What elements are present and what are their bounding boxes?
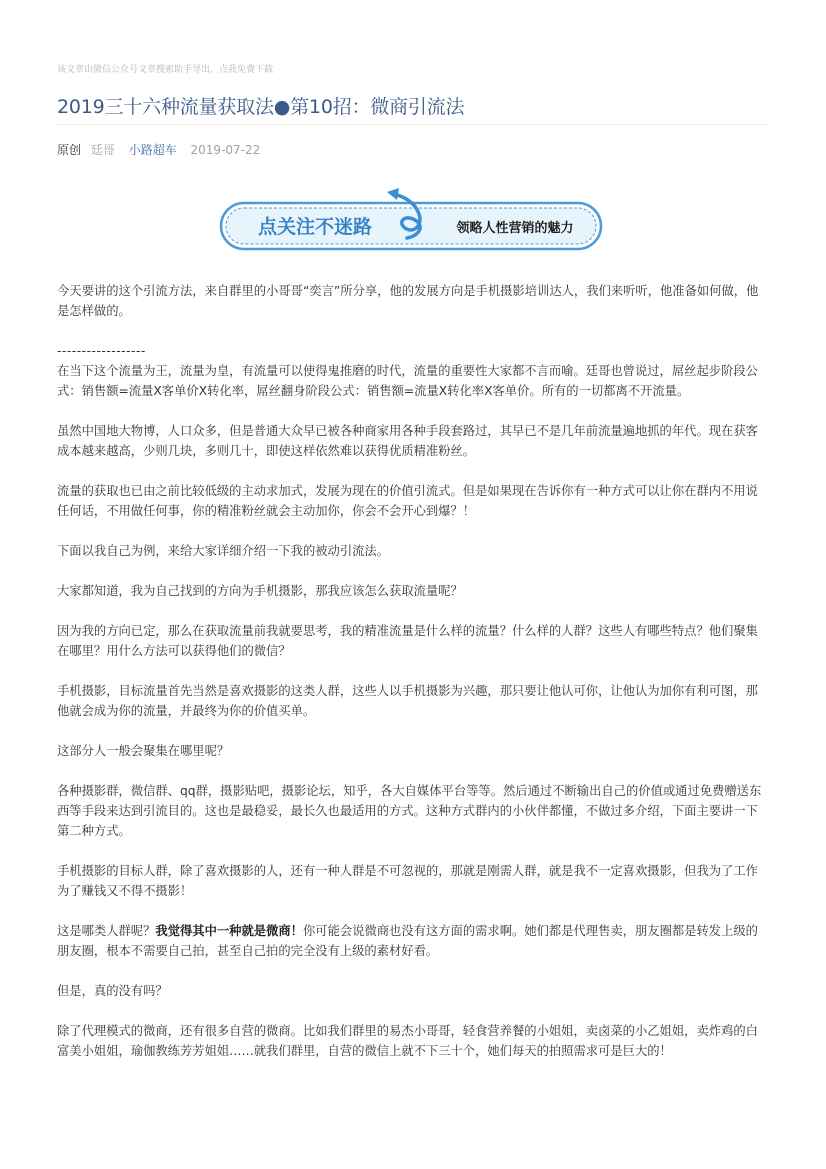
paragraph: 流量的获取也已由之前比较低级的主动求加式，发展为现在的价值引流式。但是如果现在告诉你有一种方式可以让你在群内不用说任何话，不用做任何事，你的精准粉丝就会主动加你，你会不会开心到爆？！ [57, 484, 758, 518]
publish-date: 2019-07-22 [190, 143, 261, 157]
export-note-link[interactable]: 该文章由微信公众号文章搜索助手导出，点我免费下载 [57, 65, 274, 75]
paragraph: 手机摄影，目标流量首先当然是喜欢摄影的这类人群，这些人以手机摄影为兴趣，那只要让他认可你，让他认为加你有利可图，那他就会成为你的流量，并最终为你的价值买单。 [57, 684, 758, 718]
account-link[interactable]: 小路超车 [128, 143, 177, 157]
paragraph: 今天要讲的这个引流方法，来自群里的小哥哥“奕言”所分享，他的发展方向是手机摄影培训达人，我们来听听，他准备如何做，他是怎样做的。 [57, 284, 759, 318]
paragraph: 在当下这个流量为王，流量为皇，有流量可以使得鬼推磨的时代，流量的重要性大家都不言而喻。廷哥也曾说过，屌丝起步阶段公式：销售额=流量X客单价X转化率，屌丝翻身阶段公式：销售额=流量X转化率X客单价。所有的一切都离不开流量。 [57, 364, 758, 398]
original-label: 原创 [57, 143, 82, 157]
paragraph: 但是，真的没有吗？ [57, 984, 168, 998]
paragraph: 各种摄影群，微信群、qq群，摄影贴吧，摄影论坛，知乎，各大自媒体平台等等。然后通过不断输出自己的价值或通过免费赠送东西等手段来达到引流目的。这也是最稳妥，最长久也最适用的方式。这种方式群内的小伙伴都懂，不做过多介绍，下面主要讲一下第二种方式。 [57, 784, 762, 838]
paragraph: 下面以我自己为例，来给大家详细介绍一下我的被动引流法。 [57, 544, 390, 558]
author-name: 廷哥 [90, 143, 115, 157]
paragraph-text: 你可能会说微商也没有这方面的需求啊。她们都是代理售卖，朋友圈都是转发上级的朋友圈，根本不需要自己拍，甚至自己拍的完全没有上级的素材好看。 [57, 924, 758, 958]
banner-right-text: 领略人性营销的魅力 [456, 221, 574, 236]
follow-banner-graphic [219, 186, 603, 252]
article-body [57, 281, 769, 1081]
paragraph: 手机摄影的目标人群，除了喜欢摄影的人，还有一种人群是不可忽视的，那就是刚需人群，就是我不一定喜欢摄影，但我为了工作为了赚钱又不得不摄影！ [57, 864, 758, 898]
paragraph: 这部分人一般会聚集在哪里呢？ [57, 744, 230, 758]
title-divider [57, 124, 769, 125]
paragraph: 因为我的方向已定，那么在获取流量前我就要思考，我的精准流量是什么样的流量？什么样的人群？这些人有哪些特点？他们聚集在哪里？用什么方法可以获得他们的微信？ [57, 624, 758, 658]
article-title: 2019三十六种流量获取法●第10招：微商引流法 [57, 96, 465, 118]
follow-banner [219, 186, 603, 252]
separator-dashes: ------------------ [57, 344, 146, 358]
paragraph [57, 921, 769, 961]
paragraph: 除了代理模式的微商，还有很多自营的微商。比如我们群里的易杰小哥哥，轻食营养餐的小姐姐，卖卤菜的小乙姐姐，卖炸鸡的白富美小姐姐，瑜伽教练芳芳姐姐……就我们群里，自营的微信上就不下三十个，她们每天的拍照需求可是巨大的！ [57, 1024, 758, 1058]
bold-highlight: 我觉得其中一种就是微商！ [155, 924, 303, 938]
paragraph-text: 这是哪类人群呢？ [57, 924, 156, 938]
paragraph: 虽然中国地大物博，人口众多，但是普通大众早已被各种商家用各种手段套路过，其早已不是几年前流量遍地抓的年代。现在获客成本越来越高，少则几块，多则几十，即使这样依然难以获得优质精准粉丝。 [57, 424, 758, 458]
banner-left-text: 点关注不迷路 [257, 216, 373, 238]
article-meta [57, 141, 260, 158]
paragraph: 大家都知道，我为自己找到的方向为手机摄影，那我应该怎么获取流量呢？ [57, 584, 463, 598]
